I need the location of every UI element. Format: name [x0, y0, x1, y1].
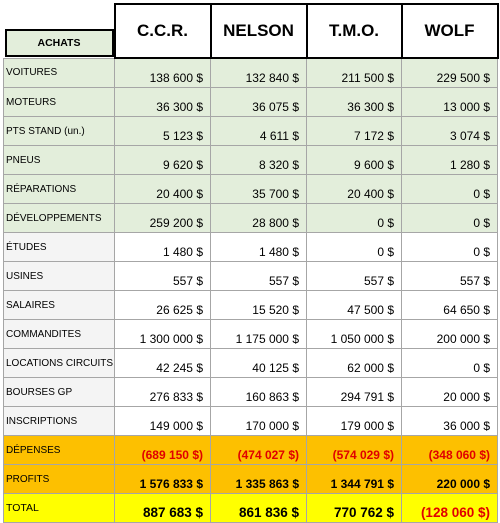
row-label[interactable]: USINES	[4, 262, 115, 291]
cell-value[interactable]: 36 000 $	[402, 407, 498, 436]
cell-value[interactable]: 8 320 $	[211, 146, 307, 175]
cell-value[interactable]: 229 500 $	[402, 58, 498, 88]
row-label[interactable]: VOITURES	[4, 58, 115, 88]
column-header-team[interactable]: NELSON	[211, 4, 307, 58]
cell-value[interactable]: 276 833 $	[115, 378, 211, 407]
corner-cell	[4, 4, 115, 58]
cell-value[interactable]: 1 280 $	[402, 146, 498, 175]
row-label[interactable]: PNEUS	[4, 146, 115, 175]
table-row	[4, 204, 498, 233]
profit-value[interactable]: 1 335 863 $	[211, 465, 307, 494]
cell-value[interactable]: 0 $	[402, 175, 498, 204]
column-header-team[interactable]: WOLF	[402, 4, 498, 58]
cell-value[interactable]: 20 400 $	[115, 175, 211, 204]
table-row	[4, 88, 498, 117]
profit-value[interactable]: 220 000 $	[402, 465, 498, 494]
total-row	[4, 494, 498, 523]
section-label-achats: ACHATS	[5, 29, 114, 57]
expense-value[interactable]: (574 029 $)	[307, 436, 402, 465]
cell-value[interactable]: 47 500 $	[307, 291, 402, 320]
cell-value[interactable]: 36 300 $	[115, 88, 211, 117]
cell-value[interactable]: 9 620 $	[115, 146, 211, 175]
cell-value[interactable]: 200 000 $	[402, 320, 498, 349]
row-label[interactable]: PTS STAND (un.)	[4, 117, 115, 146]
cell-value[interactable]: 35 700 $	[211, 175, 307, 204]
cell-value[interactable]: 3 074 $	[402, 117, 498, 146]
cell-value[interactable]: 0 $	[307, 233, 402, 262]
total-value[interactable]: 770 762 $	[307, 494, 402, 523]
spreadsheet	[3, 3, 499, 523]
cell-value[interactable]: 36 075 $	[211, 88, 307, 117]
row-label[interactable]: DÉVELOPPEMENTS	[4, 204, 115, 233]
cell-value[interactable]: 259 200 $	[115, 204, 211, 233]
cell-value[interactable]: 1 050 000 $	[307, 320, 402, 349]
row-label[interactable]: LOCATIONS CIRCUITS	[4, 349, 115, 378]
expense-value[interactable]: (474 027 $)	[211, 436, 307, 465]
cell-value[interactable]: 26 625 $	[115, 291, 211, 320]
table-row	[4, 407, 498, 436]
cell-value[interactable]: 5 123 $	[115, 117, 211, 146]
cell-value[interactable]: 9 600 $	[307, 146, 402, 175]
cell-value[interactable]: 1 175 000 $	[211, 320, 307, 349]
cell-value[interactable]: 179 000 $	[307, 407, 402, 436]
cell-value[interactable]: 149 000 $	[115, 407, 211, 436]
table-row	[4, 175, 498, 204]
row-label[interactable]: RÉPARATIONS	[4, 175, 115, 204]
row-label[interactable]: ÉTUDES	[4, 233, 115, 262]
cell-value[interactable]: 28 800 $	[211, 204, 307, 233]
row-label[interactable]: TOTAL	[4, 494, 115, 523]
row-label[interactable]: DÉPENSES	[4, 436, 115, 465]
table-row	[4, 262, 498, 291]
cell-value[interactable]: 160 863 $	[211, 378, 307, 407]
cell-value[interactable]: 13 000 $	[402, 88, 498, 117]
cell-value[interactable]: 36 300 $	[307, 88, 402, 117]
table-row	[4, 320, 498, 349]
cell-value[interactable]: 557 $	[115, 262, 211, 291]
cell-value[interactable]: 64 650 $	[402, 291, 498, 320]
cell-value[interactable]: 557 $	[402, 262, 498, 291]
total-value[interactable]: 887 683 $	[115, 494, 211, 523]
cell-value[interactable]: 62 000 $	[307, 349, 402, 378]
cell-value[interactable]: 557 $	[211, 262, 307, 291]
cell-value[interactable]: 0 $	[402, 204, 498, 233]
profits-row	[4, 465, 498, 494]
row-label[interactable]: COMMANDITES	[4, 320, 115, 349]
row-label[interactable]: PROFITS	[4, 465, 115, 494]
table-row	[4, 349, 498, 378]
cell-value[interactable]: 0 $	[402, 233, 498, 262]
row-label[interactable]: MOTEURS	[4, 88, 115, 117]
total-value[interactable]: 861 836 $	[211, 494, 307, 523]
row-label[interactable]: INSCRIPTIONS	[4, 407, 115, 436]
table-row	[4, 146, 498, 175]
cell-value[interactable]: 1 300 000 $	[115, 320, 211, 349]
table-row	[4, 58, 498, 88]
row-label[interactable]: BOURSES GP	[4, 378, 115, 407]
cell-value[interactable]: 15 520 $	[211, 291, 307, 320]
table-row	[4, 378, 498, 407]
cell-value[interactable]: 557 $	[307, 262, 402, 291]
expense-value[interactable]: (689 150 $)	[115, 436, 211, 465]
cell-value[interactable]: 211 500 $	[307, 58, 402, 88]
column-header-team[interactable]: T.M.O.	[307, 4, 402, 58]
cell-value[interactable]: 4 611 $	[211, 117, 307, 146]
table-row	[4, 291, 498, 320]
cell-value[interactable]: 40 125 $	[211, 349, 307, 378]
cell-value[interactable]: 1 480 $	[211, 233, 307, 262]
cell-value[interactable]: 42 245 $	[115, 349, 211, 378]
column-header-team[interactable]: C.C.R.	[115, 4, 211, 58]
profit-value[interactable]: 1 576 833 $	[115, 465, 211, 494]
cell-value[interactable]: 0 $	[307, 204, 402, 233]
cell-value[interactable]: 20 400 $	[307, 175, 402, 204]
budget-table	[3, 3, 499, 523]
expense-value[interactable]: (348 060 $)	[402, 436, 498, 465]
cell-value[interactable]: 20 000 $	[402, 378, 498, 407]
cell-value[interactable]: 0 $	[402, 349, 498, 378]
cell-value[interactable]: 170 000 $	[211, 407, 307, 436]
table-row	[4, 117, 498, 146]
expenses-row	[4, 436, 498, 465]
table-row	[4, 233, 498, 262]
profit-value[interactable]: 1 344 791 $	[307, 465, 402, 494]
cell-value[interactable]: 132 840 $	[211, 58, 307, 88]
cell-value[interactable]: 138 600 $	[115, 58, 211, 88]
cell-value[interactable]: 294 791 $	[307, 378, 402, 407]
cell-value[interactable]: 7 172 $	[307, 117, 402, 146]
cell-value[interactable]: 1 480 $	[115, 233, 211, 262]
row-label[interactable]: SALAIRES	[4, 291, 115, 320]
total-value[interactable]: (128 060 $)	[402, 494, 498, 523]
